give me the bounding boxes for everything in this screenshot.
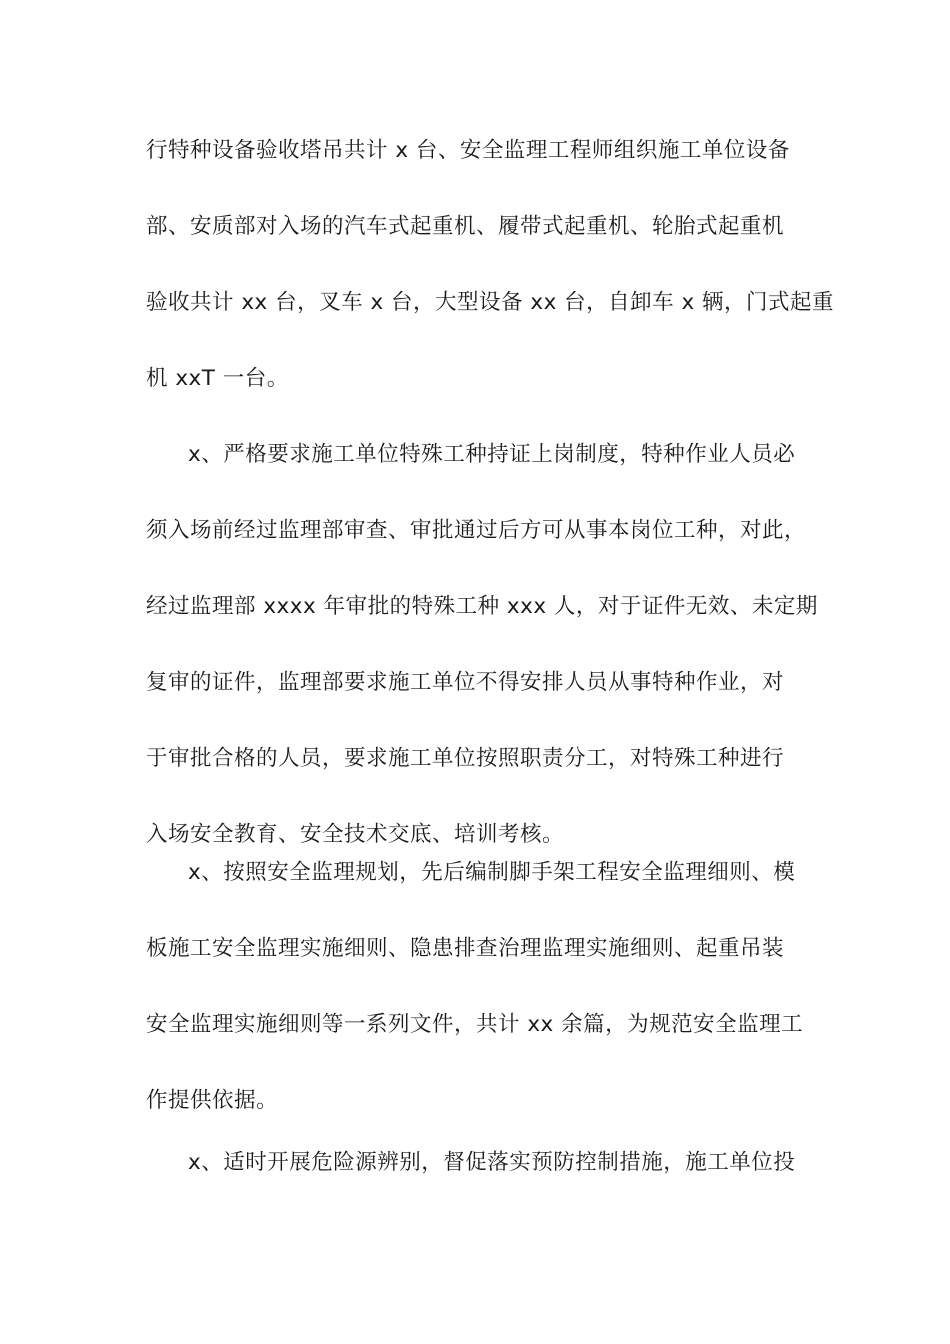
paragraph-line: 安全监理实施细则等一系列文件，共计 xx 余篇，为规范安全监理工 <box>146 1012 804 1037</box>
paragraph-line: 作提供依据。 <box>146 1088 279 1113</box>
paragraph-line: x、严格要求施工单位特殊工种持证上岗制度，特种作业人员必 <box>188 442 796 467</box>
paragraph-line: 行特种设备验收塔吊共计 x 台、安全监理工程师组织施工单位设备 <box>146 138 790 163</box>
paragraph-line: 于审批合格的人员，要求施工单位按照职责分工，对特殊工种进行 <box>146 746 785 771</box>
paragraph-line: x、适时开展危险源辨别，督促落实预防控制措施，施工单位投 <box>188 1150 796 1175</box>
paragraph-line: 板施工安全监理实施细则、隐患排查治理监理实施细则、起重吊装 <box>146 936 785 961</box>
paragraph-line: 经过监理部 xxxx 年审批的特殊工种 xxx 人，对于证件无效、未定期 <box>146 594 818 619</box>
paragraph-line: 机 xxT 一台。 <box>146 366 289 391</box>
paragraph-line: 入场安全教育、安全技术交底、培训考核。 <box>146 822 565 847</box>
paragraph-line: 部、安质部对入场的汽车式起重机、履带式起重机、轮胎式起重机 <box>146 214 785 239</box>
paragraph-line: x、按照安全监理规划，先后编制脚手架工程安全监理细则、模 <box>188 860 796 885</box>
paragraph-line: 须入场前经过监理部审查、审批通过后方可从事本岗位工种，对此， <box>146 518 807 543</box>
paragraph-line: 验收共计 xx 台，叉车 x 台，大型设备 xx 台，自卸车 x 辆，门式起重 <box>146 290 835 315</box>
paragraph-line: 复审的证件，监理部要求施工单位不得安排人员从事特种作业，对 <box>146 670 785 695</box>
